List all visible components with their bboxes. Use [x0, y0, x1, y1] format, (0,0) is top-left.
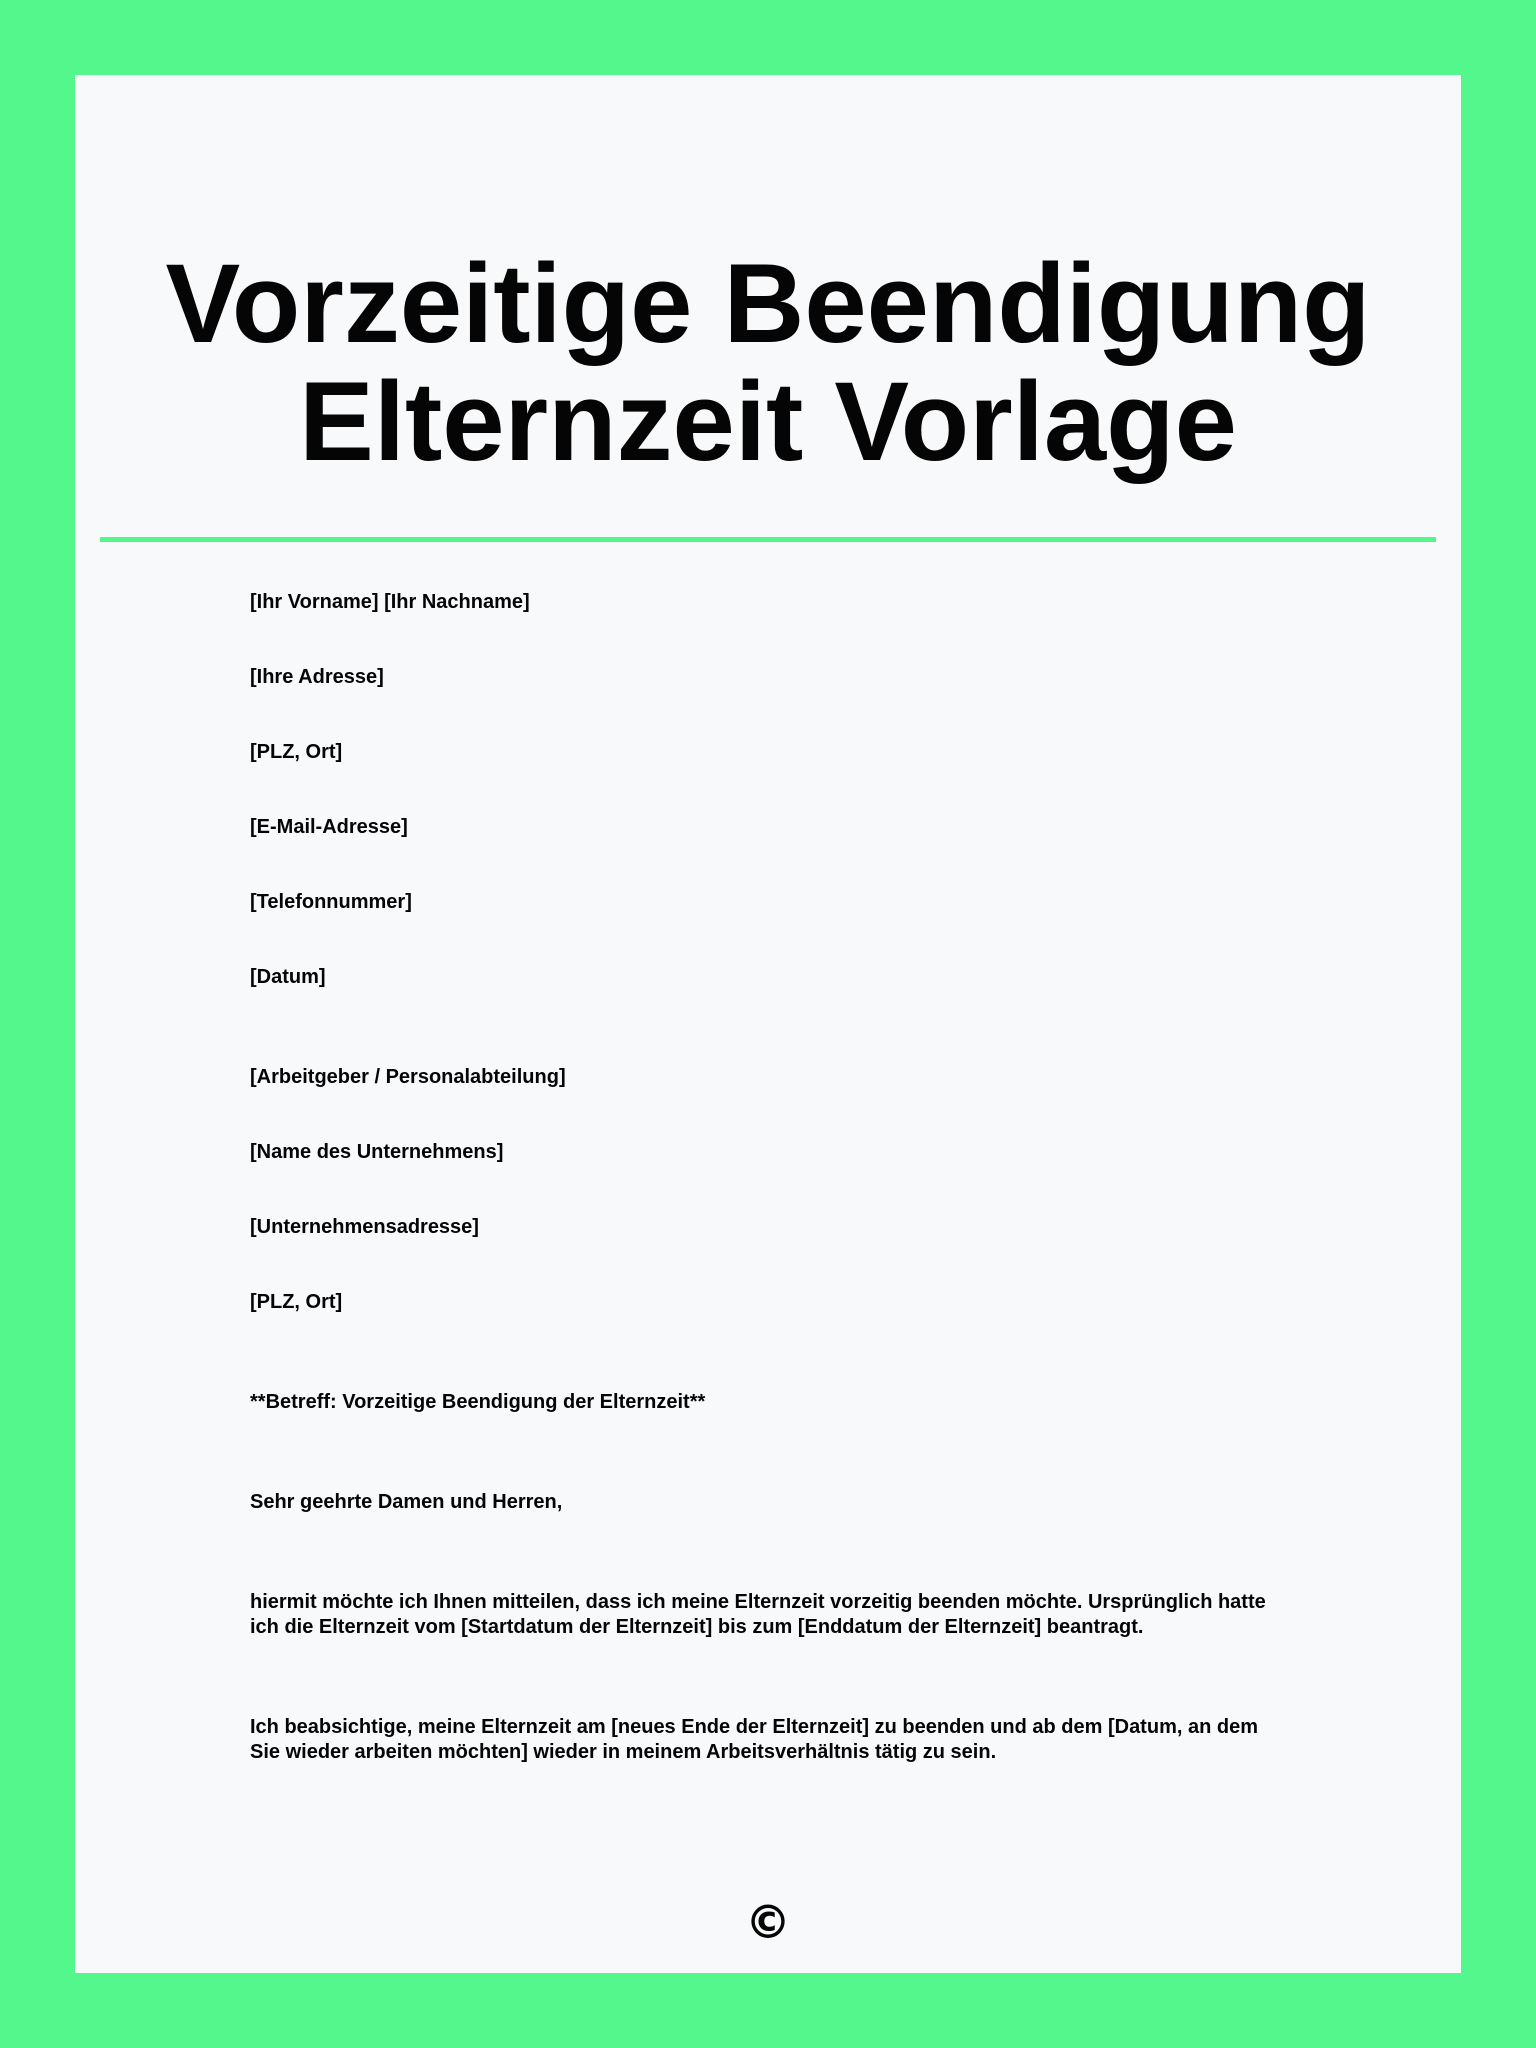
paragraph-2-line-1: Ich beabsichtige, meine Elternzeit am [neues Ende der Elternzeit] zu beenden und ab dem [Datum, an dem [250, 1716, 1258, 1738]
recipient-department: [Arbeitgeber / Personalabteilung] [250, 1066, 566, 1088]
letter-paragraph-1 [250, 1590, 1310, 1640]
letter-salutation: Sehr geehrte Damen und Herren, [250, 1491, 563, 1513]
sender-city: [PLZ, Ort] [250, 741, 343, 763]
letter-subject: **Betreff: Vorzeitige Beendigung der Elternzeit** [250, 1391, 706, 1413]
title-divider [100, 537, 1436, 542]
sender-email: [E-Mail-Adresse] [250, 816, 408, 838]
title-line-1: Vorzeitige Beendigung [165, 241, 1371, 366]
recipient-city: [PLZ, Ort] [250, 1291, 343, 1313]
recipient-company: [Name des Unternehmens] [250, 1141, 504, 1163]
sender-address: [Ihre Adresse] [250, 666, 384, 688]
sender-name: [Ihr Vorname] [Ihr Nachname] [250, 591, 530, 613]
title-line-2: Elternzeit Vorlage [299, 359, 1237, 484]
paragraph-2-line-2: Sie wieder arbeiten möchten] wieder in meinem Arbeitsverhältnis tätig zu sein. [250, 1741, 997, 1763]
recipient-address: [Unternehmensadresse] [250, 1216, 479, 1238]
document-title [75, 241, 1461, 484]
document-page [75, 75, 1461, 1973]
copyright-icon: © [745, 1895, 791, 1949]
letter-paragraph-2 [250, 1715, 1310, 1765]
paragraph-1-line-2: ich die Elternzeit vom [Startdatum der Elternzeit] bis zum [Enddatum der Elternzeit] beantragt. [250, 1616, 1144, 1638]
sender-phone: [Telefonnummer] [250, 891, 412, 913]
paragraph-1-line-1: hiermit möchte ich Ihnen mitteilen, dass ich meine Elternzeit vorzeitig beenden möchte. Ursprünglich hatte [250, 1591, 1266, 1613]
letter-date: [Datum] [250, 966, 326, 988]
